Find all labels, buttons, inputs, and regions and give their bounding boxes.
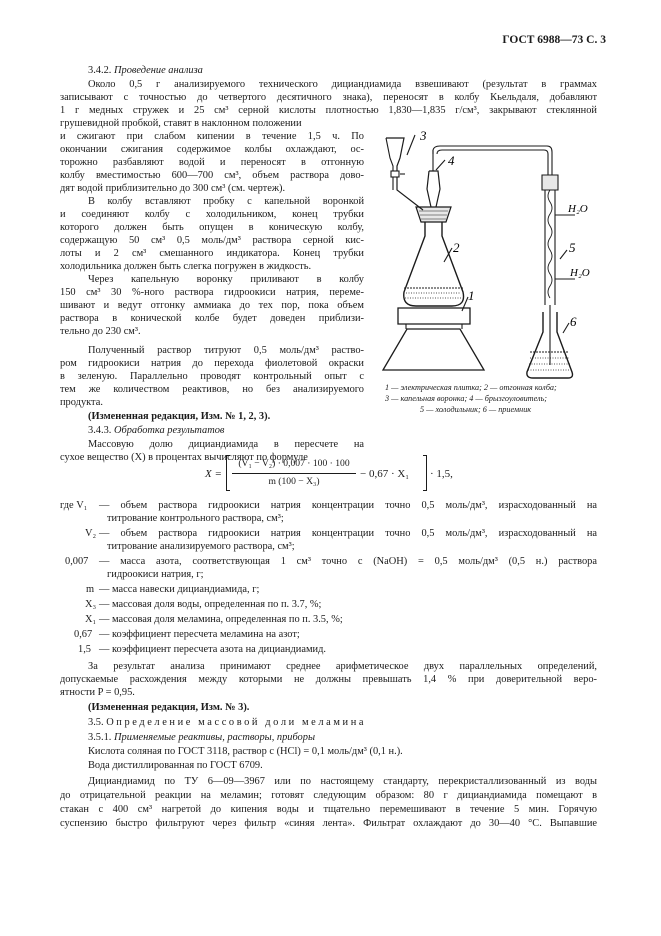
def-0007-symbol: 0,007 — [65, 556, 89, 567]
text-line: 1 г медных стружек и 25 см³ серной кислоты плотностью 1,830—1,835 г/см³, закрывают стеклянной — [60, 105, 597, 116]
def-v1-text-cont: титрование контрольного раствора, см³; — [107, 513, 284, 524]
section-number: 3.5. — [88, 717, 104, 728]
def-m-symbol: m — [86, 584, 95, 595]
def-v2-symbol: V₂ — [85, 528, 97, 539]
distillation-apparatus-figure — [370, 124, 604, 386]
text-line: Полученный раствор титруют 0,5 моль/дм³ раство- — [88, 345, 364, 356]
text-line: записывают с точностью до четвертого десятичного знака), переносят в колбу Кьельдаля, добавляют — [60, 92, 597, 103]
section-number: 3.5.1. — [88, 732, 112, 743]
def-067-text: — коэффициент пересчета меламина на азот; — [99, 629, 300, 640]
text-line: до отрицательной реакции на меламин; готовят следующим образом: 80 г дициандиамида помещают в — [60, 790, 597, 801]
text-line: в зеленую. Параллельно проводят контрольный опыт с — [60, 371, 364, 382]
text-line: Вода дистиллированная по ГОСТ 6709. — [88, 760, 263, 771]
def-v2-text: — объем раствора гидроокиси натрия концентрации точно 0,5 моль/дм³, израсходованный на — [99, 528, 597, 539]
hot-plate-top — [398, 308, 470, 324]
formula-bracket-left — [226, 455, 230, 491]
hot-plate — [383, 329, 484, 370]
def-067-symbol: 0,67 — [74, 629, 93, 640]
section-number: 3.4.2. — [88, 65, 112, 76]
text-line: шивают и ведут отгонку аммиака до тех пор, пока объем — [60, 300, 364, 311]
text-line: тем же количеством реактивов, но без анализируемого — [60, 384, 364, 395]
def-x3-text: — массовая доля воды, определенная по п. 3.7, %; — [99, 599, 322, 610]
text-line: грушевидной пробкой, ставят в наклонном положении — [60, 118, 302, 129]
def-x1-symbol: X₁ — [85, 614, 97, 625]
text-line: суспензию быстро фильтруют через фильтр «синяя лента». Фильтрат охлаждают до 30—40 °С. Выпавшие — [60, 818, 597, 829]
label-5: 5 — [569, 240, 576, 255]
section-title: Применяемые реактивы, растворы, приборы — [114, 732, 315, 743]
formula-fraction-bar — [232, 473, 356, 474]
section-title: Определение массовой доли меламина — [106, 717, 367, 728]
label-h2o-outlet: H₂O — [568, 203, 588, 215]
def-15-text: — коэффициент пересчета азота на дициандиамид. — [99, 644, 326, 655]
text-line: которого должен быть опущен в коническую колбу, — [60, 222, 364, 233]
formula-tail: · 1,5, — [430, 468, 453, 480]
label-4: 4 — [448, 153, 455, 168]
formula-lhs: X = — [205, 468, 222, 480]
text-line: продукта. — [60, 397, 103, 408]
figure-caption-line: 3 — капельная воронка; 4 — брызгоуловитель; — [385, 394, 548, 403]
text-line: и сжигают при слабом кипении в течение 1,5 ч. По — [60, 131, 364, 142]
section-number: 3.4.3. — [88, 425, 112, 436]
amendment-note: (Измененная редакция, Изм. № 1, 2, 3). — [88, 411, 271, 422]
formula-bracket-right — [423, 455, 427, 491]
text-line: ром гидроокиси натрия до перехода фиолетовой окраски — [60, 358, 364, 369]
text-line: ятности P = 0,95. — [60, 687, 135, 698]
label-2: 2 — [453, 240, 460, 255]
formula-denominator: m (100 − X₃) — [268, 476, 320, 487]
text-line: колбу вместимостью 600—700 см³, объем раствора дово- — [60, 170, 364, 181]
def-x1-text: — массовая доля меламина, определенная по п. 3.5, %; — [99, 614, 343, 625]
text-line: дят водой приблизительно до 300 см³ (см. чертеж). — [60, 183, 286, 194]
text-line: окончании сжигания содержимое колбы охлаждают, ос- — [60, 144, 364, 155]
section-3-4-3-title — [88, 424, 224, 437]
def-m-text: — масса навески дициандиамида, г; — [99, 584, 260, 595]
def-v2-text-cont: титрование анализируемого раствора, см³; — [107, 541, 295, 552]
def-0007-text-cont: гидроокиси натрия, г; — [107, 569, 204, 580]
def-x3-symbol: X₃ — [85, 599, 97, 610]
text-line: допускаемые расхождения между которыми не должны превышать 1,4 % при доверительной веро- — [60, 674, 597, 685]
text-line: и соединяют колбу с холодильником, конец трубки — [60, 209, 364, 220]
text-line: раствора в конической колбе будет доведен приблизи- — [60, 313, 364, 324]
def-0007-text: — масса азота, соответствующая 1 см³ точно c (NaOH) = 0,5 моль/дм³ (0,5 н.) раствора — [99, 556, 597, 567]
figure-caption-line: 5 — холодильник; 6 — приемник — [420, 405, 532, 414]
label-3: 3 — [420, 128, 427, 143]
label-h2o-inlet: H₂O — [570, 267, 590, 279]
label-6: 6 — [570, 314, 577, 329]
splash-trap — [427, 171, 440, 207]
def-v1-symbol: где V₁ — [60, 500, 88, 511]
section-3-5-title — [88, 716, 366, 729]
text-line: сухое вещество (X) в процентах вычисляют по формуле — [60, 452, 308, 463]
text-line: холодильника должен быть слегка погружен в жидкость. — [60, 261, 312, 272]
text-line: Кислота соляная по ГОСТ 3118, раствор c (HCl) = 0,1 моль/дм³ (0,1 н.). — [88, 746, 403, 757]
section-3-5-1-title — [88, 731, 315, 744]
text-line: За результат анализа принимают среднее арифметическое двух параллельных определений, — [88, 661, 597, 672]
text-line: Массовую долю дициандиамида в пересчете на — [88, 439, 364, 450]
text-line: Дициандиамид по ТУ 6—09—3967 или по настоящему стандарту, перекристаллизованный из воды — [88, 776, 597, 787]
amendment-note: (Измененная редакция, Изм. № 3). — [88, 702, 250, 713]
formula-numerator: (V₁ − V₂) · 0,007 · 100 · 100 — [238, 458, 350, 469]
section-title: Проведение анализа — [114, 65, 203, 76]
text-line: лоты и 2 см³ смешанного индикатора. Конец трубки — [60, 248, 364, 259]
text-line: стакан с 400 см³ нагретой до кипения воды и тщательно перемешивают в течение 5 мин. Горячую — [60, 804, 597, 815]
label-1: 1 — [468, 288, 475, 303]
section-3-4-2-title — [88, 64, 203, 77]
page-header: ГОСТ 6988—73 С. 3 — [502, 34, 606, 46]
formula-minus-part: − 0,67 · X₁ — [360, 468, 410, 480]
text-line: В колбу вставляют пробку с капельной воронкой — [88, 196, 364, 207]
def-v1-text: — объем раствора гидроокиси натрия концентрации точно 0,5 моль/дм³, израсходованный на — [99, 500, 597, 511]
section-title: Обработка результатов — [114, 425, 225, 436]
text-line: Через капельную воронку приливают в колбу — [88, 274, 364, 285]
text-line: тельно до 230 см³. — [60, 326, 141, 337]
condenser — [542, 175, 558, 190]
text-line: Около 0,5 г анализируемого технического дициандиамида взвешивают (результат в граммах — [88, 79, 597, 90]
text-line: содержащую 50 см³ 0,5 моль/дм³ раствора серной кис- — [60, 235, 364, 246]
text-line: 150 см³ 30 %-ного раствора гидроокиси натрия, переме- — [60, 287, 364, 298]
text-line: торожно разбавляют водой и переносят в отгонную — [60, 157, 364, 168]
figure-caption-line: 1 — электрическая плитка; 2 — отгонная колба; — [385, 383, 557, 392]
def-15-symbol: 1,5 — [78, 644, 91, 655]
